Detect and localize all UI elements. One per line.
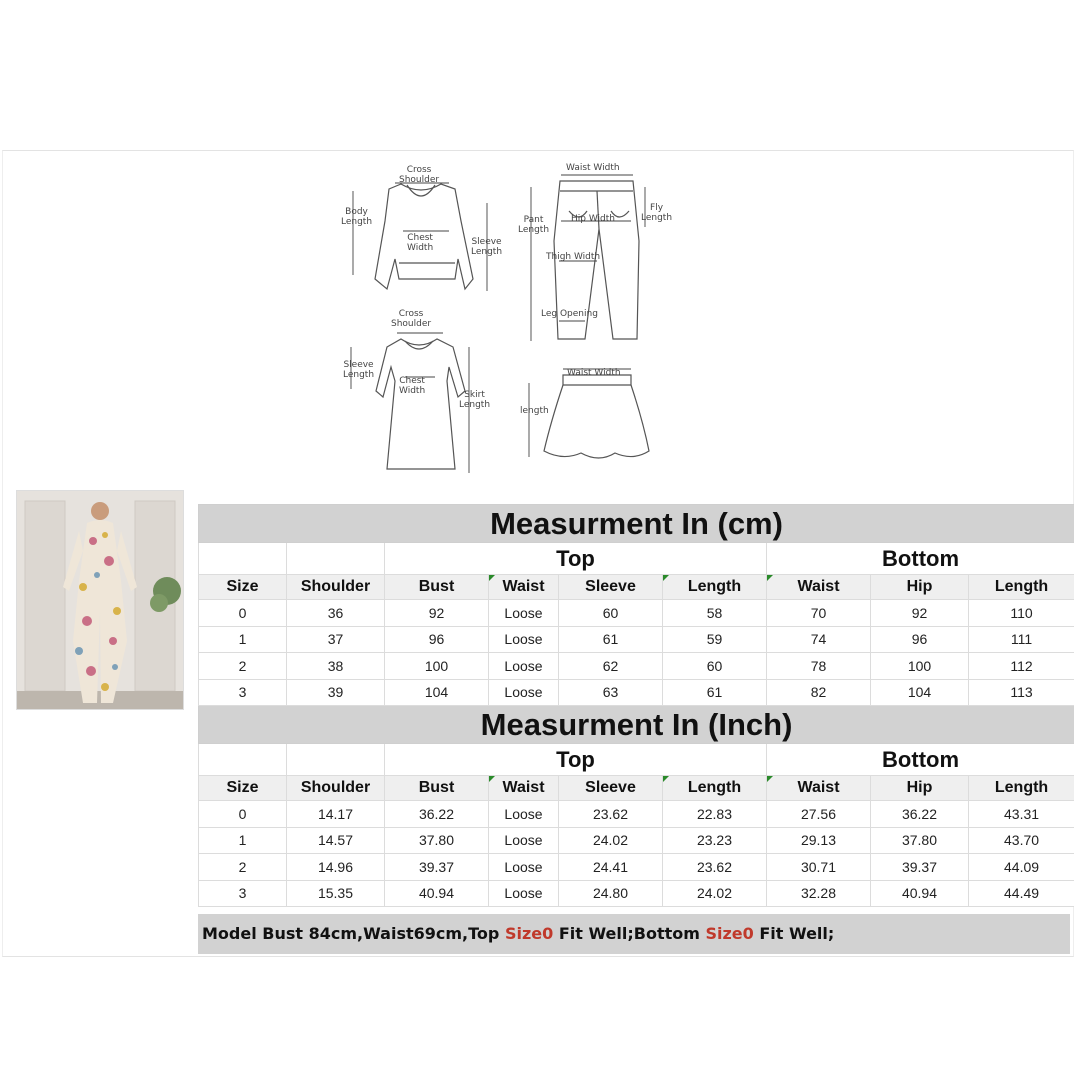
table-cell: 24.02 bbox=[663, 880, 767, 907]
table-cell: 29.13 bbox=[767, 827, 871, 854]
inch-header-row bbox=[199, 776, 1074, 801]
header-cell: Length bbox=[663, 575, 767, 600]
diagram-label-pant-length: Pant Length bbox=[518, 215, 550, 235]
header-cell: Waist bbox=[489, 575, 559, 600]
table-cell: 37.80 bbox=[385, 827, 489, 854]
table-cell: 30.71 bbox=[767, 854, 871, 881]
cm-header-row bbox=[199, 575, 1074, 600]
diagram-label-skirt-length: Skirt Length bbox=[459, 390, 491, 410]
table-cell: 37.80 bbox=[871, 827, 969, 854]
table-cell: 1 bbox=[199, 626, 287, 653]
diagram-label-cross-shoulder: Cross Shoulder bbox=[399, 165, 440, 185]
diagram-label-body-length: Body Length bbox=[341, 207, 373, 227]
table-cell: 39.37 bbox=[385, 854, 489, 881]
diagram-label-sleeve-length: Sleeve Length bbox=[471, 237, 503, 257]
diagram-label-skirt-length-2: length bbox=[520, 406, 549, 416]
header-cell: Length bbox=[969, 776, 1074, 801]
table-cell: 15.35 bbox=[287, 880, 385, 907]
table-row bbox=[199, 653, 1074, 680]
header-cell: Waist bbox=[767, 776, 871, 801]
group-bottom-label: Bottom bbox=[767, 744, 1074, 776]
table-row bbox=[199, 600, 1074, 627]
model-photo-illustration bbox=[17, 491, 183, 709]
table-cell: 59 bbox=[663, 626, 767, 653]
table-cell: 23.62 bbox=[663, 854, 767, 881]
table-cell: 14.96 bbox=[287, 854, 385, 881]
table-cell: 60 bbox=[663, 653, 767, 680]
table-cell: Loose bbox=[489, 600, 559, 627]
table-cell: 43.70 bbox=[969, 827, 1074, 854]
table-cell: 3 bbox=[199, 880, 287, 907]
table-row bbox=[199, 679, 1074, 706]
diagram-label-thigh-width: Thigh Width bbox=[546, 252, 601, 262]
diagram-label-chest-width: Chest Width bbox=[407, 233, 434, 253]
diagram-label-leg-opening: Leg Opening bbox=[541, 309, 598, 319]
table-cell: 74 bbox=[767, 626, 871, 653]
table-cell: 36.22 bbox=[871, 801, 969, 828]
table-cell: 22.83 bbox=[663, 801, 767, 828]
table-cell: 82 bbox=[767, 679, 871, 706]
table-cell: 14.17 bbox=[287, 801, 385, 828]
table-cell: 62 bbox=[559, 653, 663, 680]
table-cell: Loose bbox=[489, 827, 559, 854]
inch-table-title: Measurment In (Inch) bbox=[199, 706, 1074, 744]
table-cell: 112 bbox=[969, 653, 1074, 680]
table-cell: 3 bbox=[199, 679, 287, 706]
table-cell: Loose bbox=[489, 626, 559, 653]
group-blank bbox=[287, 543, 385, 575]
table-cell: 78 bbox=[767, 653, 871, 680]
table-cell: 38 bbox=[287, 653, 385, 680]
dress-sketch bbox=[376, 339, 465, 469]
header-cell: Sleeve bbox=[559, 575, 663, 600]
table-cell: 58 bbox=[663, 600, 767, 627]
table-cell: 40.94 bbox=[871, 880, 969, 907]
table-cell: Loose bbox=[489, 679, 559, 706]
table-cell: 96 bbox=[871, 626, 969, 653]
note-text: Fit Well; bbox=[753, 924, 835, 943]
table-cell: 2 bbox=[199, 653, 287, 680]
table-cell: 100 bbox=[871, 653, 969, 680]
table-cell: 37 bbox=[287, 626, 385, 653]
header-cell: Hip bbox=[871, 575, 969, 600]
table-cell: 100 bbox=[385, 653, 489, 680]
table-cell: 92 bbox=[385, 600, 489, 627]
header-cell: Length bbox=[969, 575, 1074, 600]
table-cell: 14.57 bbox=[287, 827, 385, 854]
table-cell: 24.80 bbox=[559, 880, 663, 907]
cm-size-table bbox=[198, 504, 1074, 907]
note-bottom-size: Size0 bbox=[705, 924, 754, 943]
note-top-size: Size0 bbox=[504, 924, 554, 943]
table-cell: 23.62 bbox=[559, 801, 663, 828]
table-cell: 44.09 bbox=[969, 854, 1074, 881]
table-cell: 61 bbox=[663, 679, 767, 706]
table-row bbox=[199, 854, 1074, 881]
header-cell: Waist bbox=[489, 776, 559, 801]
table-cell: 23.23 bbox=[663, 827, 767, 854]
diagram-label-skirt-waist-width: Waist Width bbox=[567, 368, 621, 378]
table-cell: 63 bbox=[559, 679, 663, 706]
table-cell: 36 bbox=[287, 600, 385, 627]
size-tables bbox=[198, 504, 1074, 907]
table-cell: 1 bbox=[199, 827, 287, 854]
table-cell: Loose bbox=[489, 653, 559, 680]
table-cell: Loose bbox=[489, 854, 559, 881]
skirt-sketch bbox=[544, 375, 649, 458]
table-cell: 104 bbox=[871, 679, 969, 706]
group-top-label: Top bbox=[385, 744, 767, 776]
table-cell: 43.31 bbox=[969, 801, 1074, 828]
table-row bbox=[199, 880, 1074, 907]
note-text: Model Bust 84cm,Waist69cm,Top bbox=[202, 924, 505, 943]
table-cell: 61 bbox=[559, 626, 663, 653]
table-cell: 0 bbox=[199, 600, 287, 627]
table-cell: 96 bbox=[385, 626, 489, 653]
table-row bbox=[199, 827, 1074, 854]
table-cell: 111 bbox=[969, 626, 1074, 653]
table-row bbox=[199, 801, 1074, 828]
table-cell: 24.41 bbox=[559, 854, 663, 881]
table-row bbox=[199, 626, 1074, 653]
header-cell: Shoulder bbox=[287, 575, 385, 600]
header-cell: Size bbox=[199, 575, 287, 600]
note-text: Fit Well;Bottom bbox=[553, 924, 706, 943]
header-cell: Waist bbox=[767, 575, 871, 600]
table-cell: 70 bbox=[767, 600, 871, 627]
header-cell: Bust bbox=[385, 776, 489, 801]
header-cell: Bust bbox=[385, 575, 489, 600]
table-cell: 36.22 bbox=[385, 801, 489, 828]
table-cell: 60 bbox=[559, 600, 663, 627]
table-cell: 44.49 bbox=[969, 880, 1074, 907]
table-cell: Loose bbox=[489, 880, 559, 907]
group-blank bbox=[287, 744, 385, 776]
header-cell: Length bbox=[663, 776, 767, 801]
group-top-label: Top bbox=[385, 543, 767, 575]
group-blank bbox=[199, 744, 287, 776]
table-cell: 32.28 bbox=[767, 880, 871, 907]
table-cell: 39 bbox=[287, 679, 385, 706]
table-cell: 27.56 bbox=[767, 801, 871, 828]
table-cell: 0 bbox=[199, 801, 287, 828]
table-cell: 110 bbox=[969, 600, 1074, 627]
table-cell: 2 bbox=[199, 854, 287, 881]
garment-sketches bbox=[3, 151, 1073, 503]
table-cell: 39.37 bbox=[871, 854, 969, 881]
table-cell: 24.02 bbox=[559, 827, 663, 854]
measurement-diagram bbox=[3, 151, 1073, 503]
diagram-label-dress-cross-shoulder: Cross Shoulder bbox=[391, 309, 432, 329]
model-fit-note bbox=[198, 914, 1070, 954]
header-cell: Size bbox=[199, 776, 287, 801]
diagram-label-waist-width: Waist Width bbox=[566, 163, 620, 173]
group-bottom-label: Bottom bbox=[767, 543, 1074, 575]
diagram-label-fly-length: Fly Length bbox=[641, 203, 673, 223]
header-cell: Shoulder bbox=[287, 776, 385, 801]
table-cell: Loose bbox=[489, 801, 559, 828]
header-cell: Hip bbox=[871, 776, 969, 801]
group-blank bbox=[199, 543, 287, 575]
header-cell: Sleeve bbox=[559, 776, 663, 801]
diagram-label-hip-width: Hip Width bbox=[571, 214, 615, 224]
diagram-label-dress-sleeve-length: Sleeve Length bbox=[343, 360, 375, 380]
cm-table-title: Measurment In (cm) bbox=[199, 505, 1074, 543]
table-cell: 40.94 bbox=[385, 880, 489, 907]
table-cell: 113 bbox=[969, 679, 1074, 706]
table-cell: 92 bbox=[871, 600, 969, 627]
table-cell: 104 bbox=[385, 679, 489, 706]
model-photo bbox=[16, 490, 184, 710]
diagram-label-dress-chest-width: Chest Width bbox=[399, 376, 426, 396]
